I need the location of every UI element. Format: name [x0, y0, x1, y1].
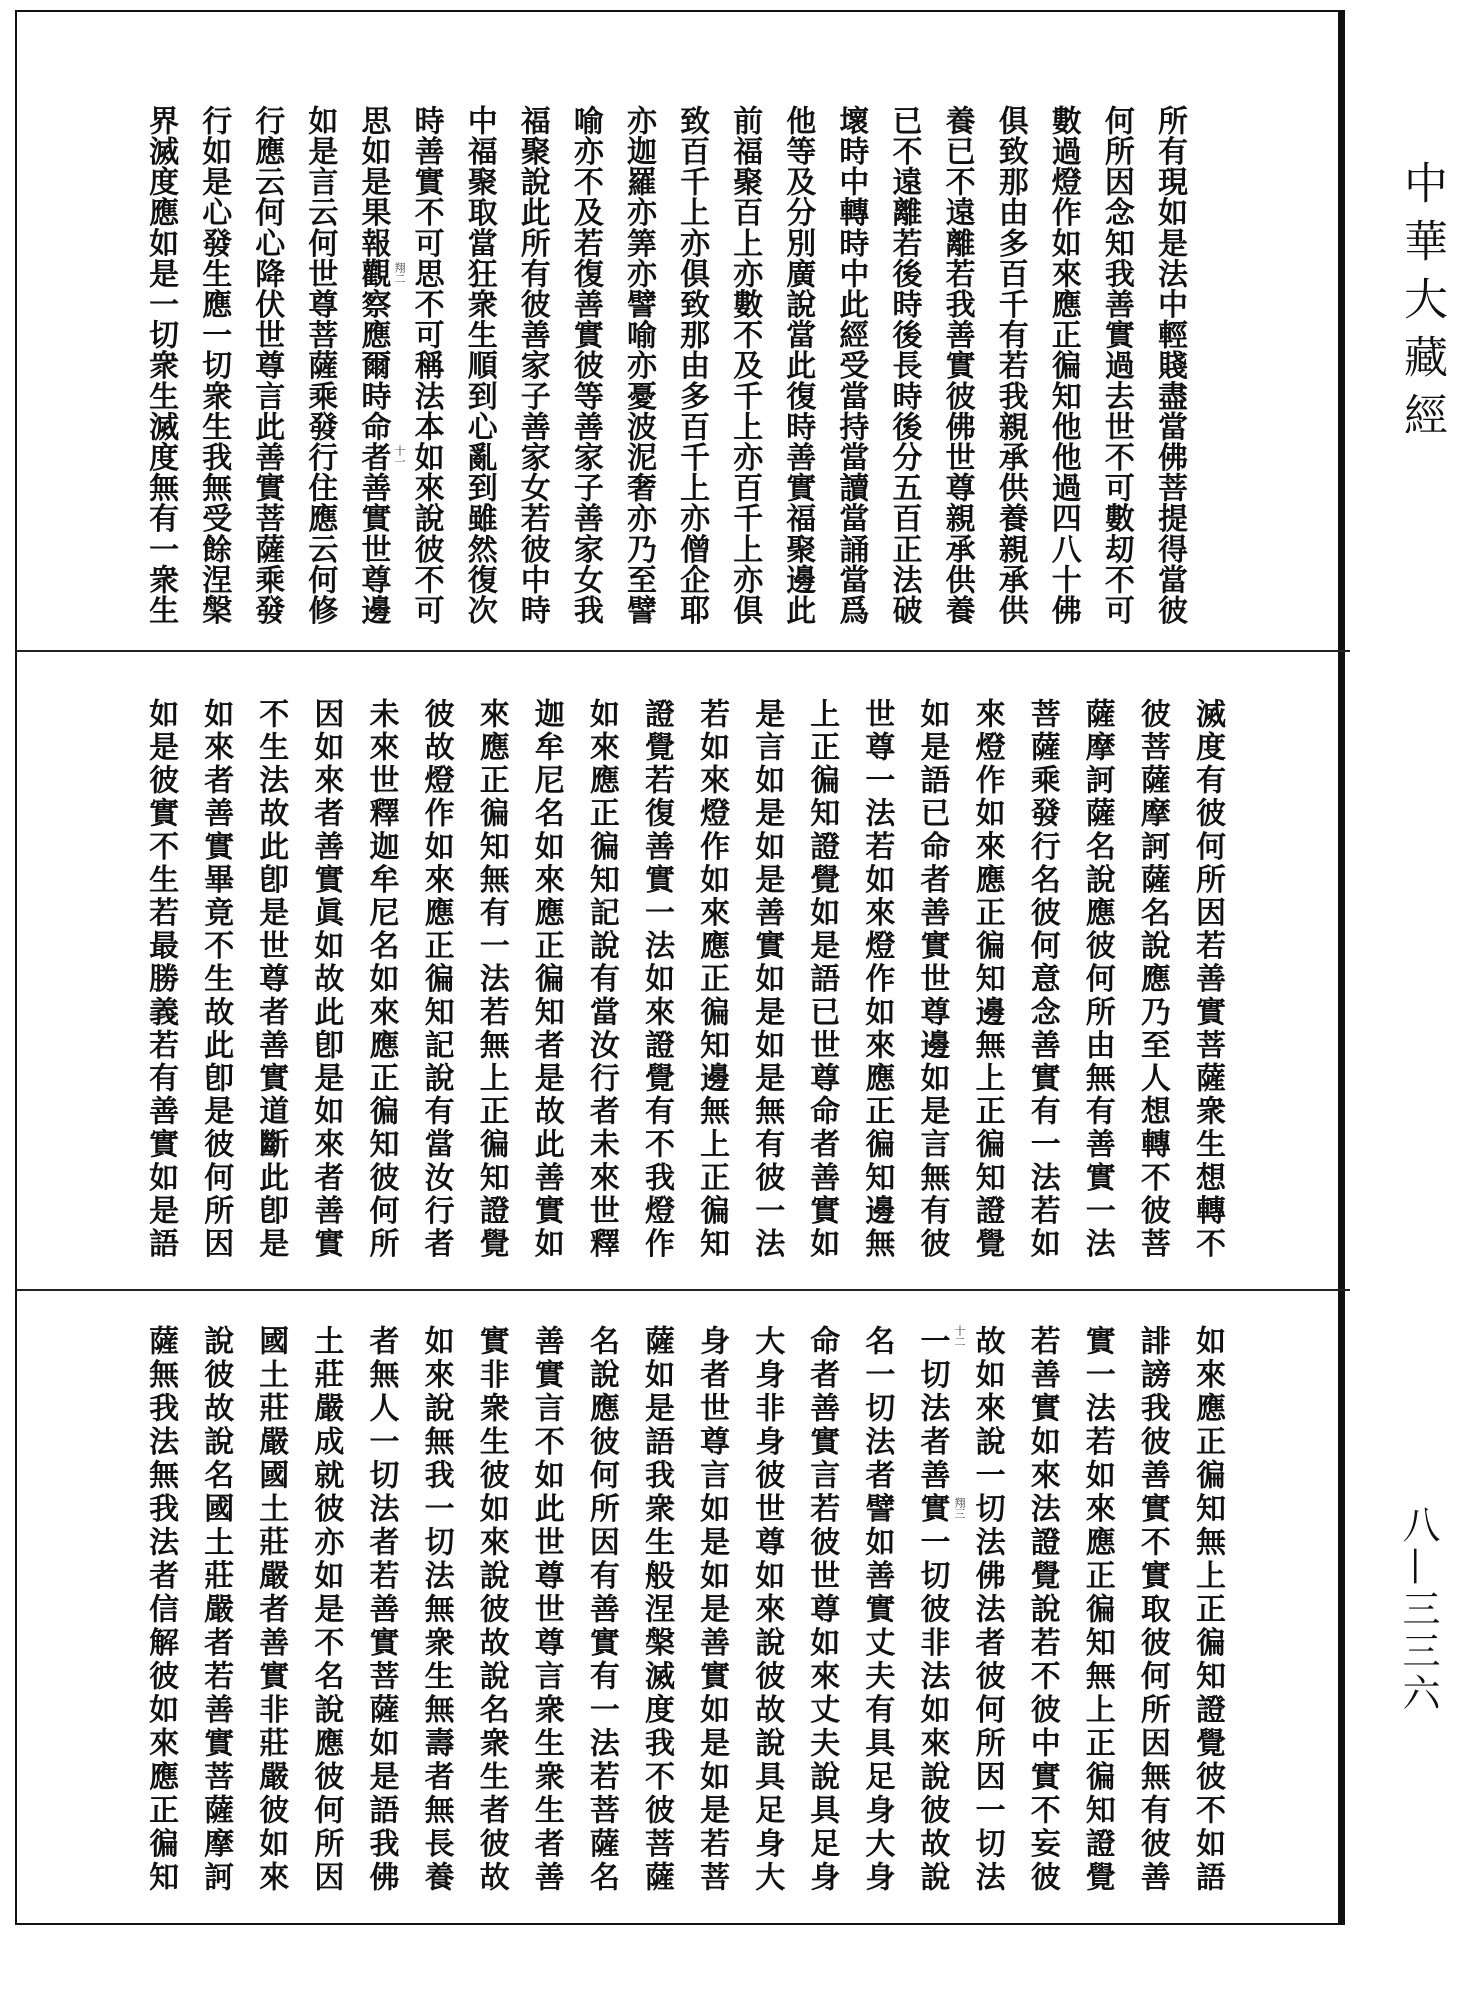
- text-column: 如是語已命者善實世尊邊如是言無有彼: [914, 698, 950, 1261]
- text-column: 故如來說一切法佛法者彼何所因一切法: [969, 1325, 1005, 1895]
- text-column: 是言如是如是善實如是如是無有彼一法: [749, 698, 785, 1261]
- collation-note: 十二: [953, 1325, 966, 1347]
- text-column: 如來應正徧知無上正徧知證覺彼不如語: [1190, 1325, 1225, 1895]
- text-column: 已不遠離若後時後長時後分五百正法破: [886, 105, 922, 626]
- text-column: 菩薩乘發行名彼何意念善實有一法若如: [1024, 698, 1060, 1261]
- collection-title: 中華大藏經: [1396, 160, 1447, 450]
- text-column: 何所因念知我善實過去世不可數刧不可: [1098, 105, 1134, 626]
- text-column: 說彼故說名國土莊嚴者若善實菩薩摩訶: [198, 1325, 234, 1895]
- collation-note: 翔三: [953, 1497, 966, 1519]
- text-column: 他等及分別廣說當此復時善實福聚邊此: [780, 105, 816, 626]
- text-column: 亦迦羅亦筭亦譬喻亦憂波泥奢亦乃至譬: [621, 105, 656, 626]
- text-column: 若善實如來法證覺說若不彼中實不妄彼: [1024, 1325, 1060, 1895]
- text-column: 名一切法者譬如善實丈夫有具足身大身: [859, 1325, 895, 1895]
- text-column: 善實言不如此世尊世尊言衆生衆生者善: [528, 1325, 564, 1895]
- text-column: 誹謗我彼善實不實取彼何所因無有彼善: [1134, 1325, 1170, 1895]
- text-column: 彼故燈作如來應正徧知記說有當汝行者: [418, 698, 454, 1261]
- text-column: 土莊嚴成就彼亦如是不名說應彼何所因: [308, 1325, 344, 1895]
- collation-note: 翔二: [393, 262, 406, 284]
- text-column: 來應正徧知無有一法若無上正徧知證覺: [473, 698, 509, 1261]
- text-column: 彼菩薩摩訶薩名說應乃至人想轉不彼菩: [1134, 698, 1170, 1261]
- text-column: 養已不遠離若我善實彼佛世尊親承供養: [939, 105, 975, 626]
- text-column: 福聚說此所有彼善家子善家女若彼中時: [514, 105, 550, 626]
- register-divider: [15, 650, 1350, 652]
- text-column: 者無人一切法者若善實菩薩如是語我佛: [363, 1325, 399, 1895]
- text-column: 喻亦不及若復善實彼等善家子善家女我: [567, 105, 603, 626]
- text-column: 國土莊嚴國土莊嚴者善實非莊嚴彼如來: [253, 1325, 289, 1895]
- text-column: 實非衆生彼如來說彼故說名衆生者彼故: [473, 1325, 509, 1895]
- text-column: 致百千上亦俱致那由多百千上亦僧企耶: [674, 105, 710, 626]
- text-column: 世尊一法若如來燈作如來應正徧知邊無: [859, 698, 895, 1261]
- text-column: 不生法故此卽是世尊者善實道斷此卽是: [253, 698, 289, 1261]
- text-column: 實一法若如來應正徧知無上正徧知證覺: [1079, 1325, 1115, 1895]
- text-column: 命者善實言若彼世尊如來丈夫說具足身: [804, 1325, 840, 1895]
- text-column: 如來說無我一切法無衆生無壽者無長養: [418, 1325, 454, 1895]
- text-column: 一切法者善實一切彼非法如來說彼故說: [914, 1325, 950, 1895]
- text-column: 未來世釋迦牟尼名如來應正徧知彼何所: [363, 698, 399, 1261]
- text-column: 滅度有彼何所因若善實菩薩衆生想轉不: [1190, 698, 1225, 1261]
- text-column: 思如是果報觀察應爾時命者善實世尊邊: [355, 105, 391, 626]
- text-column: 來燈作如來應正徧知邊無上正徧知證覺: [969, 698, 1005, 1261]
- text-column: 迦牟尼名如來應正徧知者是故此善實如: [528, 698, 564, 1261]
- text-column: 俱致那由多百千有若我親承供養親承供: [992, 105, 1028, 626]
- text-column: 行如是心發生應一切衆生我無受餘涅槃: [196, 105, 232, 626]
- text-column: 大身非身彼世尊如來說彼故說具足身大: [749, 1325, 785, 1895]
- register-divider: [15, 1289, 1350, 1291]
- text-column: 所有現如是法中輕賤盡當佛菩提得當彼: [1152, 105, 1187, 626]
- text-column: 若如來燈作如來應正徧知邊無上正徧知: [694, 698, 730, 1261]
- text-column: 壞時中轉時中此經受當持當讀當誦當爲: [833, 105, 869, 626]
- text-column: 身者世尊言如是如是善實如是如是若菩: [694, 1325, 730, 1895]
- text-column: 名說應彼何所因有善實有一法若菩薩名: [583, 1325, 619, 1895]
- text-column: 如來者善實畢竟不生故此卽是彼何所因: [198, 698, 234, 1261]
- text-column: 因如來者善實眞如故此卽是如來者善實: [308, 698, 344, 1261]
- text-column: 中福聚取當狂衆生順到心亂到雖然復次: [461, 105, 497, 626]
- text-column: 上正徧知證覺如是語已世尊命者善實如: [804, 698, 840, 1261]
- text-column: 如來應正徧知記說有當汝行者未來世釋: [583, 698, 619, 1261]
- page-number: 八—三三六: [1396, 1505, 1440, 1715]
- text-column: 數過燈作如來應正徧知他他過四八十佛: [1045, 105, 1081, 626]
- text-column: 時善實不可思不可稱法本如來說彼不可: [408, 105, 444, 626]
- text-column: 證覺若復善實一法如來證覺有不我燈作: [639, 698, 674, 1261]
- text-column: 前福聚百上亦數不及千上亦百千上亦俱: [727, 105, 763, 626]
- text-column: 如是言云何世尊菩薩乘發行住應云何修: [302, 105, 338, 626]
- text-column: 薩摩訶薩名說應彼何所由無有善實一法: [1079, 698, 1115, 1261]
- text-column: 薩無我法無我法者信解彼如來應正徧知: [143, 1325, 179, 1895]
- text-column: 薩如是語我衆生般涅槃滅度我不彼菩薩: [639, 1325, 674, 1895]
- collation-note: 十一: [393, 445, 406, 467]
- text-column: 界滅度應如是一切衆生滅度無有一衆生: [143, 105, 179, 626]
- text-column: 行應云何心降伏世尊言此善實菩薩乘發: [249, 105, 285, 626]
- text-column: 如是彼實不生若最勝義若有善實如是語: [143, 698, 179, 1261]
